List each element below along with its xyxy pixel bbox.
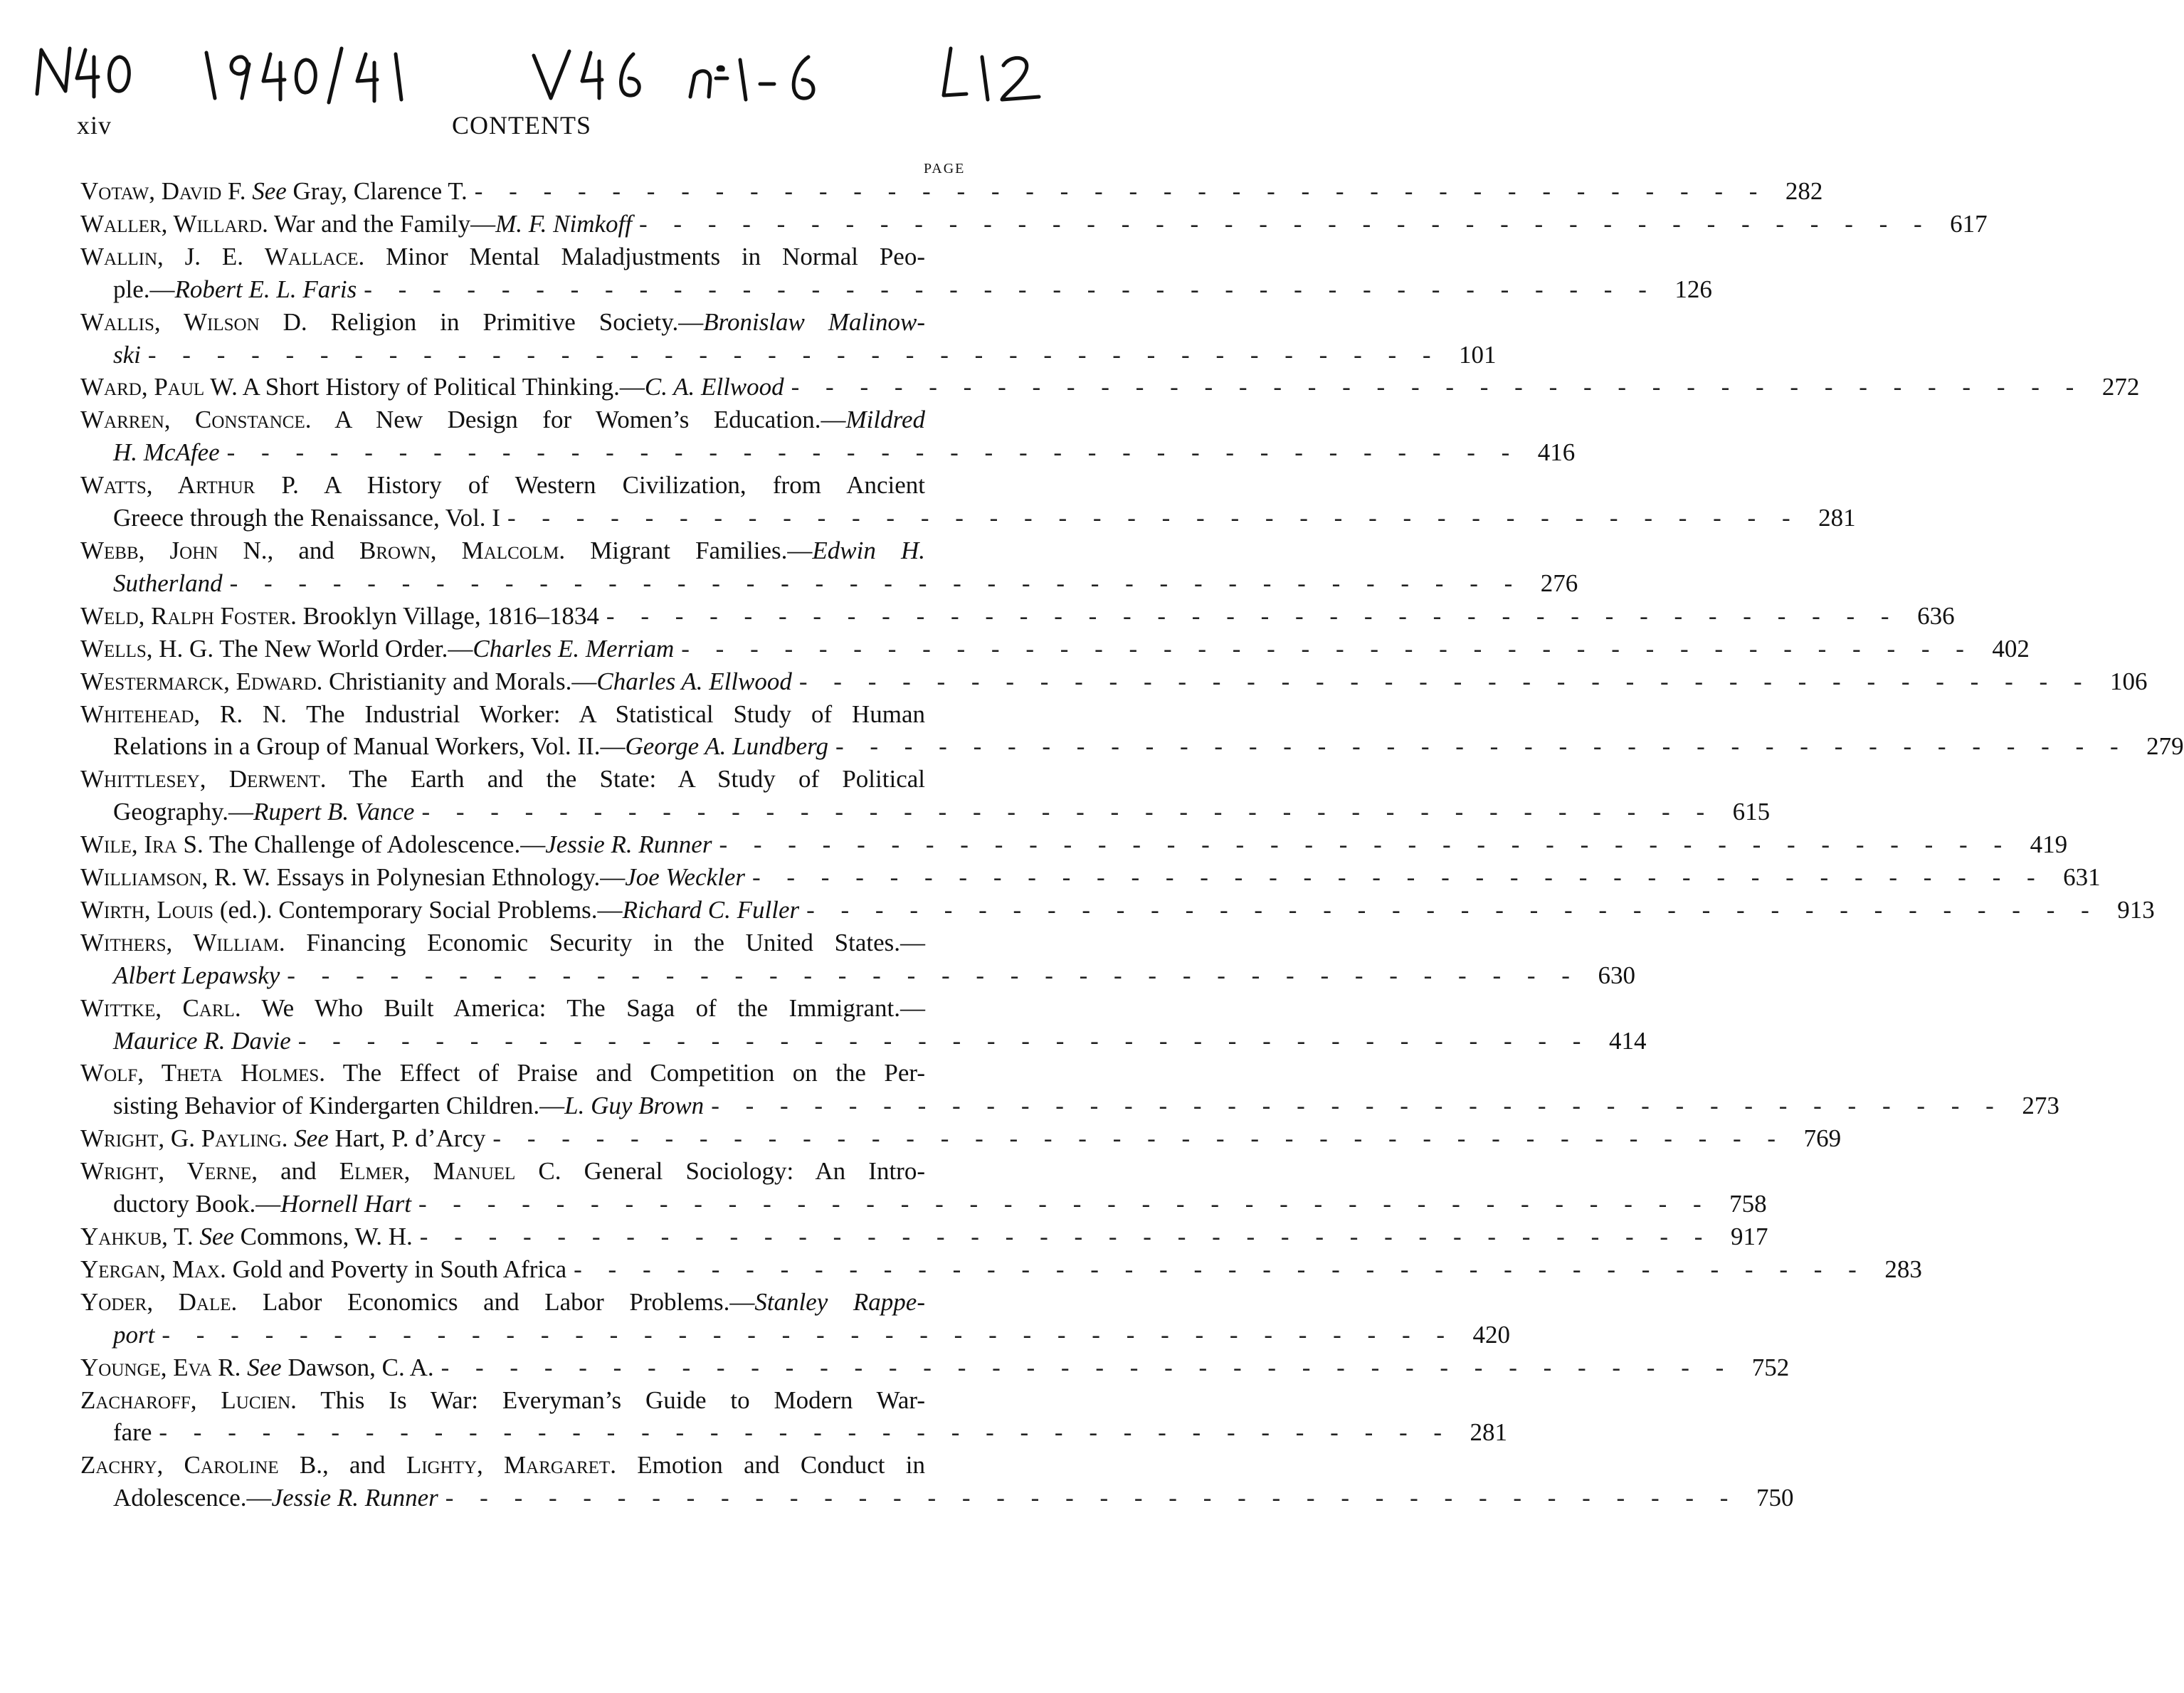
- author-name: Webb, John: [80, 536, 218, 564]
- entry-line: [80, 469, 981, 502]
- entry-title-text: B., and: [278, 1451, 406, 1480]
- author-name: Wright, Verne: [80, 1157, 252, 1186]
- leader-dots: - - - - - - - - - - - - - - - - - - - - - - - - - - - - - - - - - - - - - -: [681, 634, 1974, 663]
- reviewer-name: Mildred: [845, 406, 925, 434]
- entry-title-text: . Gold and Poverty in South Africa: [220, 1255, 567, 1283]
- entry-title-text: Relations in a Group of Manual Workers, Vol. II.—: [113, 732, 626, 761]
- entry-title-text: . War and the Family—: [262, 209, 496, 238]
- contents-entry: [80, 665, 2148, 698]
- entry-text: [80, 665, 792, 698]
- entry-line: [80, 306, 981, 339]
- reviewer-name: Charles E. Merriam: [473, 634, 675, 663]
- see-reference: See: [294, 1124, 329, 1153]
- contents-entry: [80, 175, 1823, 208]
- entry-line: [80, 534, 981, 567]
- author-name: Wirth, Louis: [80, 895, 214, 924]
- entry-text: [80, 1286, 925, 1319]
- entry-text: [113, 436, 220, 469]
- leader-dots: - - - - - - - - - - - - - - - - - - - - - - - - - - - - - - - - - - - - - -: [639, 209, 1932, 238]
- leader-dots: - - - - - - - - - - - - - - - - - - - - - - - - - - - - - - - - - - - - - -: [474, 177, 1768, 205]
- see-reference: See: [252, 177, 287, 205]
- leader-dots: - - - - - - - - - - - - - - - - - - - - - - - - - - - - - - - - - - - - - -: [711, 1092, 2004, 1120]
- entry-text: [113, 1025, 291, 1058]
- entry-line: [80, 1025, 1647, 1058]
- entry-line: [80, 436, 1576, 469]
- page-number: 282: [1785, 177, 1823, 205]
- page-number: 273: [2022, 1092, 2059, 1120]
- entry-title-text: , J. E.: [157, 242, 265, 270]
- entry-line: [80, 208, 1988, 241]
- entry-title-text: , T.: [162, 1223, 200, 1250]
- entry-title-text: C. General Sociology: An Intro-: [515, 1157, 925, 1186]
- leader-dots: - - - - - - - - - - - - - - - - - - - - - - - - - - - - - - - - - - - - - -: [507, 504, 1800, 532]
- entry-title-text: ple.—: [113, 275, 175, 303]
- leader-dots: - - - - - - - - - - - - - - - - - - - - - - - - - - - - - - - - - - - - - -: [287, 961, 1580, 989]
- entry-text: [80, 1253, 566, 1286]
- contents-entry: [80, 763, 1771, 828]
- entry-line: [80, 1057, 981, 1090]
- leader-dots: - - - - - - - - - - - - - - - - - - - - - - - - - - - - - - - - - - - - - -: [226, 438, 1520, 467]
- contents-entry: [80, 371, 2140, 404]
- contents-entry: [80, 1286, 1511, 1351]
- entry-line: [80, 730, 2184, 763]
- page-number: 769: [1803, 1124, 1842, 1153]
- entry-title-text: ductory Book.—: [113, 1190, 281, 1218]
- entry-text: [80, 992, 925, 1025]
- leader-dots: - - - - - - - - - - - - - - - - - - - - - - - - - - - - - - - - - - - - - -: [445, 1484, 1739, 1512]
- entry-title-text: , and: [251, 1157, 339, 1186]
- reviewer-name: Albert Lepawsky: [113, 961, 280, 989]
- contents-entry: [80, 241, 1712, 306]
- entry-text: [80, 861, 745, 894]
- author-name: Wallace: [264, 242, 359, 270]
- author-name: Yoder, Dale: [80, 1287, 231, 1316]
- entry-line: [80, 763, 981, 796]
- leader-dots: - - - - - - - - - - - - - - - - - - - - - - - - - - - - - - - - - - - - - -: [421, 798, 1715, 826]
- page-number: 126: [1674, 275, 1712, 303]
- entry-text: [80, 1449, 925, 1482]
- leader-dots: - - - - - - - - - - - - - - - - - - - - - - - - - - - - - - - - - - - - - -: [492, 1124, 1786, 1153]
- contents-entry: [80, 469, 1856, 534]
- author-name: Withers, William: [80, 928, 279, 956]
- entry-line: [80, 1220, 1768, 1253]
- page-number: 917: [1730, 1223, 1768, 1250]
- author-name: Wallin: [80, 242, 158, 270]
- entry-title-text: . Financing Economic Security in the United States.—: [278, 928, 925, 956]
- entry-line: [80, 1253, 1922, 1286]
- see-reference: See: [199, 1223, 234, 1250]
- entry-title-text: . Minor Mental Maladjustments in Normal Peo-: [358, 242, 925, 270]
- entry-title-text: S. The Challenge of Adolescence.—: [176, 830, 546, 859]
- reviewer-name: Jessie R. Runner: [271, 1484, 438, 1512]
- entry-text: [80, 1122, 485, 1155]
- entry-text: [80, 633, 674, 665]
- entry-text: [113, 1482, 438, 1514]
- entry-line: [80, 1482, 1794, 1514]
- entry-title-text: Gray, Clarence T.: [286, 177, 468, 205]
- author-name: Lighty, Margaret: [406, 1451, 611, 1480]
- author-name: Elmer, Manuel: [339, 1157, 516, 1186]
- entry-line: [80, 273, 1712, 306]
- reviewer-name: port: [113, 1320, 155, 1349]
- entry-text: [113, 273, 357, 306]
- entry-text: [80, 175, 468, 208]
- handwritten-annotation: [28, 28, 1053, 121]
- entry-text: [80, 534, 925, 567]
- leader-dots: - - - - - - - - - - - - - - - - - - - - - - - - - - - - - - - - - - - - - -: [606, 601, 1899, 630]
- entry-title-text: Geography.—: [113, 798, 253, 826]
- author-name: Whitehead: [80, 700, 194, 728]
- page-number: 636: [1917, 601, 1955, 630]
- author-name: Wallis, Wilson: [80, 307, 260, 336]
- entry-line: [80, 175, 1823, 208]
- entry-line: [80, 861, 2101, 894]
- contents-entry: [80, 1057, 2059, 1122]
- entry-text: [113, 567, 223, 600]
- entry-text: [80, 241, 925, 273]
- entry-line: [80, 698, 981, 731]
- entry-text: [113, 1188, 411, 1220]
- author-name: Zacharoff, Lucien: [80, 1386, 291, 1414]
- entry-line: [80, 796, 1771, 828]
- leader-dots: - - - - - - - - - - - - - - - - - - - - - - - - - - - - - - - - - - - - - -: [159, 1418, 1452, 1447]
- page-number: 106: [2110, 667, 2148, 695]
- entry-title-text: Dawson, C. A.: [281, 1353, 434, 1381]
- contents-entry: [80, 1122, 1842, 1155]
- author-name: Payling: [201, 1124, 282, 1153]
- author-name: Williamson: [80, 863, 202, 892]
- entry-title-text: . Christianity and Morals.—: [316, 667, 597, 695]
- entry-title-text: , R. N. The Industrial Worker: A Statistical Study of Human: [194, 700, 925, 728]
- entry-line: [80, 1188, 1767, 1220]
- entry-text: [80, 1220, 413, 1253]
- entry-text: [80, 1351, 434, 1384]
- contents-entry: [80, 534, 1578, 600]
- contents-entry: [80, 698, 2184, 764]
- entry-text: [113, 502, 500, 534]
- entry-title-text: . The Earth and the State: A Study of Political: [320, 765, 926, 793]
- leader-dots: - - - - - - - - - - - - - - - - - - - - - - - - - - - - - - - - - - - - - -: [806, 895, 2099, 924]
- reviewer-name: Richard C. Fuller: [622, 895, 800, 924]
- author-name: Wolf, Theta Holmes: [80, 1059, 320, 1087]
- entry-line: [80, 241, 981, 273]
- page-number: 281: [1818, 504, 1856, 532]
- entry-line: [80, 1319, 1511, 1351]
- contents-entry: [80, 1384, 1508, 1450]
- entry-line: [80, 1351, 1790, 1384]
- entry-title-text: P. A History of Western Civilization, from Ancient: [255, 471, 926, 500]
- author-name: Brown, Malcolm: [359, 536, 559, 564]
- entry-line: [80, 1384, 981, 1417]
- reviewer-name: Bronislaw Malinow-: [703, 307, 925, 336]
- reviewer-name: M. F. Nimkoff: [495, 209, 633, 238]
- contents-entry: [80, 861, 2101, 894]
- entry-title-text: F.: [221, 177, 253, 205]
- entry-text: [80, 306, 925, 339]
- entry-title-text: N., and: [218, 536, 360, 564]
- entry-text: [80, 600, 599, 633]
- entry-title-text: (ed.). Contemporary Social Problems.—: [213, 895, 623, 924]
- entry-line: [80, 600, 1955, 633]
- author-name: Ward, Paul: [80, 373, 205, 401]
- entry-text: [113, 339, 141, 371]
- contents-entry: [80, 1449, 1794, 1514]
- leader-dots: - - - - - - - - - - - - - - - - - - - - - - - - - - - - - - - - - - - - - -: [364, 275, 1657, 303]
- leader-dots: - - - - - - - - - - - - - - - - - - - - - - - - - - - - - - - - - - - - - -: [798, 667, 2092, 695]
- contents-entry: [80, 992, 1647, 1058]
- page-number: 281: [1470, 1418, 1508, 1447]
- page-column-label: PAGE: [924, 161, 966, 176]
- author-name: Waller, Willard: [80, 209, 263, 238]
- entry-title-text: Adolescence.—: [113, 1484, 272, 1512]
- entry-line: [80, 1122, 1842, 1155]
- entry-line: [80, 404, 981, 436]
- entry-title-text: Commons, W. H.: [233, 1223, 413, 1250]
- leader-dots: - - - - - - - - - - - - - - - - - - - - - - - - - - - - - - - - - - - - - -: [162, 1320, 1455, 1349]
- leader-dots: - - - - - - - - - - - - - - - - - - - - - - - - - - - - - - - - - - - - - -: [441, 1353, 1734, 1381]
- author-name: Wittke, Carl: [80, 993, 235, 1022]
- page-number: 758: [1729, 1190, 1767, 1218]
- reviewer-name: ski: [113, 340, 141, 369]
- entry-line: [80, 1286, 981, 1319]
- page-number: 272: [2101, 373, 2140, 401]
- entry-title-text: , G.: [158, 1124, 201, 1153]
- entry-title-text: . A New Design for Women’s Education.—: [305, 406, 846, 434]
- entry-title-text: R.: [211, 1353, 248, 1381]
- contents-entry: [80, 1351, 1790, 1384]
- author-name: Wile, Ira: [80, 830, 177, 859]
- page-number: 617: [1950, 209, 1988, 238]
- entry-text: [80, 1384, 925, 1417]
- entry-line: [80, 1416, 1508, 1449]
- leader-dots: - - - - - - - - - - - - - - - - - - - - - - - - - - - - - - - - - - - - - -: [418, 1190, 1711, 1218]
- page-number: 752: [1751, 1353, 1790, 1381]
- entry-text: [113, 959, 280, 992]
- contents-list: [80, 175, 2184, 1514]
- page-header: [77, 110, 966, 146]
- entry-text: [113, 1416, 152, 1449]
- entry-line: [80, 927, 981, 959]
- author-name: Younge, Eva: [80, 1353, 212, 1381]
- page-number: 631: [2063, 863, 2101, 892]
- leader-dots: - - - - - - - - - - - - - - - - - - - - - - - - - - - - - - - - - - - - - -: [719, 830, 2012, 859]
- reviewer-name: Hornell Hart: [280, 1190, 412, 1218]
- author-name: Votaw, David: [80, 177, 222, 205]
- entry-title-text: Hart, P. d’Arcy: [328, 1124, 486, 1153]
- see-reference: See: [247, 1353, 282, 1381]
- entry-line: [80, 567, 1578, 600]
- entry-text: [80, 828, 712, 861]
- entry-line: [80, 992, 981, 1025]
- page-number: 402: [1992, 634, 2030, 663]
- author-name: Whittlesey, Derwent: [80, 765, 320, 793]
- page-number: 279: [2146, 732, 2184, 761]
- contents-entry: [80, 927, 1635, 992]
- leader-dots: - - - - - - - - - - - - - - - - - - - - - - - - - - - - - - - - - - - - - -: [229, 569, 1523, 597]
- entry-text: [113, 1319, 154, 1351]
- author-name: Zachry, Caroline: [80, 1451, 279, 1480]
- page-number: 420: [1472, 1320, 1511, 1349]
- reviewer-name: H. McAfee: [113, 438, 220, 467]
- reviewer-name: Sutherland: [113, 569, 223, 597]
- leader-dots: - - - - - - - - - - - - - - - - - - - - - - - - - - - - - - - - - - - - - -: [791, 373, 2084, 401]
- entry-title-text: . The Effect of Praise and Competition on the Per-: [319, 1059, 925, 1087]
- contents-entry: [80, 828, 2068, 861]
- reviewer-name: Maurice R. Davie: [113, 1026, 291, 1055]
- entry-line: [80, 502, 1856, 534]
- reviewer-name: George A. Lundberg: [625, 732, 828, 761]
- page-number: 414: [1608, 1026, 1647, 1055]
- entry-title-text: .: [281, 1124, 295, 1153]
- entry-text: [113, 1090, 704, 1122]
- entry-text: [80, 371, 784, 404]
- entry-text: [113, 796, 414, 828]
- author-name: Wright: [80, 1124, 159, 1153]
- entry-title-text: . Migrant Families.—: [559, 536, 813, 564]
- entry-line: [80, 1155, 981, 1188]
- page-number: 630: [1598, 961, 1635, 989]
- page-number: 283: [1884, 1255, 1922, 1283]
- reviewer-name: Robert E. L. Faris: [174, 275, 357, 303]
- author-name: Wells: [80, 634, 147, 663]
- entry-title-text: . Emotion and Conduct in: [610, 1451, 925, 1480]
- contents-entry: [80, 306, 1497, 371]
- entry-text: [80, 698, 925, 731]
- contents-entry: [80, 404, 1576, 469]
- contents-entry: [80, 208, 1988, 241]
- page-folio: xiv: [77, 111, 112, 139]
- contents-entry: [80, 1220, 1768, 1253]
- entry-text: [80, 894, 799, 927]
- entry-text: [113, 730, 828, 763]
- entry-line: [80, 894, 2155, 927]
- entry-text: [80, 208, 632, 241]
- author-name: Westermarck, Edward: [80, 667, 317, 695]
- reviewer-name: Joe Weckler: [625, 863, 745, 892]
- entry-line: [80, 959, 1635, 992]
- entry-text: [80, 404, 925, 436]
- reviewer-name: Edwin H.: [812, 536, 925, 564]
- leader-dots: - - - - - - - - - - - - - - - - - - - - - - - - - - - - - - - - - - - - - -: [835, 732, 2128, 761]
- reviewer-name: Rupert B. Vance: [253, 798, 415, 826]
- leader-dots: - - - - - - - - - - - - - - - - - - - - - - - - - - - - - - - - - - - - - -: [574, 1255, 1867, 1283]
- contents-entry: [80, 633, 2030, 665]
- contents-entry: [80, 600, 1955, 633]
- author-name: Yergan, Max: [80, 1255, 221, 1283]
- leader-dots: - - - - - - - - - - - - - - - - - - - - - - - - - - - - - - - - - - - - - -: [297, 1026, 1591, 1055]
- reviewer-name: Jessie R. Runner: [545, 830, 712, 859]
- entry-title-text: . We Who Built America: The Saga of the Immigrant.—: [234, 993, 925, 1022]
- author-name: Watts, Arthur: [80, 471, 255, 500]
- page-number: 419: [2030, 830, 2068, 859]
- entry-text: [80, 927, 925, 959]
- entry-line: [80, 665, 2148, 698]
- entry-title-text: D. Religion in Primitive Society.—: [259, 307, 704, 336]
- entry-text: [80, 1155, 925, 1188]
- entry-text: [80, 469, 925, 502]
- page-number: 276: [1540, 569, 1578, 597]
- reviewer-name: L. Guy Brown: [564, 1092, 705, 1120]
- entry-text: [80, 1057, 925, 1090]
- contents-entry: [80, 1253, 1922, 1286]
- entry-title-text: fare: [113, 1418, 152, 1447]
- leader-dots: - - - - - - - - - - - - - - - - - - - - - - - - - - - - - - - - - - - - - -: [147, 340, 1441, 369]
- page-number: 101: [1459, 340, 1497, 369]
- entry-line: [80, 1449, 981, 1482]
- entry-title-text: . Brooklyn Village, 1816–1834: [290, 601, 599, 630]
- page-title: CONTENTS: [452, 111, 591, 139]
- entry-line: [80, 371, 2140, 404]
- leader-dots: - - - - - - - - - - - - - - - - - - - - - - - - - - - - - - - - - - - - - -: [751, 863, 2045, 892]
- entry-line: [80, 633, 2030, 665]
- reviewer-name: C. A. Ellwood: [644, 373, 784, 401]
- entry-title-text: . Labor Economics and Labor Problems.—: [231, 1287, 755, 1316]
- author-name: Yahkub: [80, 1223, 162, 1250]
- author-name: Weld, Ralph Foster: [80, 601, 291, 630]
- entry-title-text: . This Is War: Everyman’s Guide to Modern War-: [290, 1386, 925, 1414]
- entry-line: [80, 339, 1497, 371]
- entry-title-text: Greece through the Renaissance, Vol. I: [113, 504, 500, 532]
- page-number: 750: [1756, 1484, 1794, 1512]
- page-number: 615: [1732, 798, 1771, 826]
- author-name: Warren, Constance: [80, 406, 305, 434]
- reviewer-name: Stanley Rappe-: [754, 1287, 925, 1316]
- entry-title-text: , H. G. The New World Order.—: [146, 634, 473, 663]
- page-number: 913: [2117, 895, 2155, 924]
- entry-text: [80, 763, 925, 796]
- entry-title-text: , R. W. Essays in Polynesian Ethnology.—: [201, 863, 626, 892]
- entry-title-text: W. A Short History of Political Thinking.—: [204, 373, 645, 401]
- entry-line: [80, 828, 2068, 861]
- reviewer-name: Charles A. Ellwood: [596, 667, 792, 695]
- contents-entry: [80, 1155, 1767, 1220]
- entry-title-text: sisting Behavior of Kindergarten Children.—: [113, 1092, 565, 1120]
- page-number: 416: [1537, 438, 1576, 467]
- entry-line: [80, 1090, 2059, 1122]
- leader-dots: - - - - - - - - - - - - - - - - - - - - - - - - - - - - - - - - - - - - - -: [419, 1223, 1713, 1250]
- contents-entry: [80, 894, 2155, 927]
